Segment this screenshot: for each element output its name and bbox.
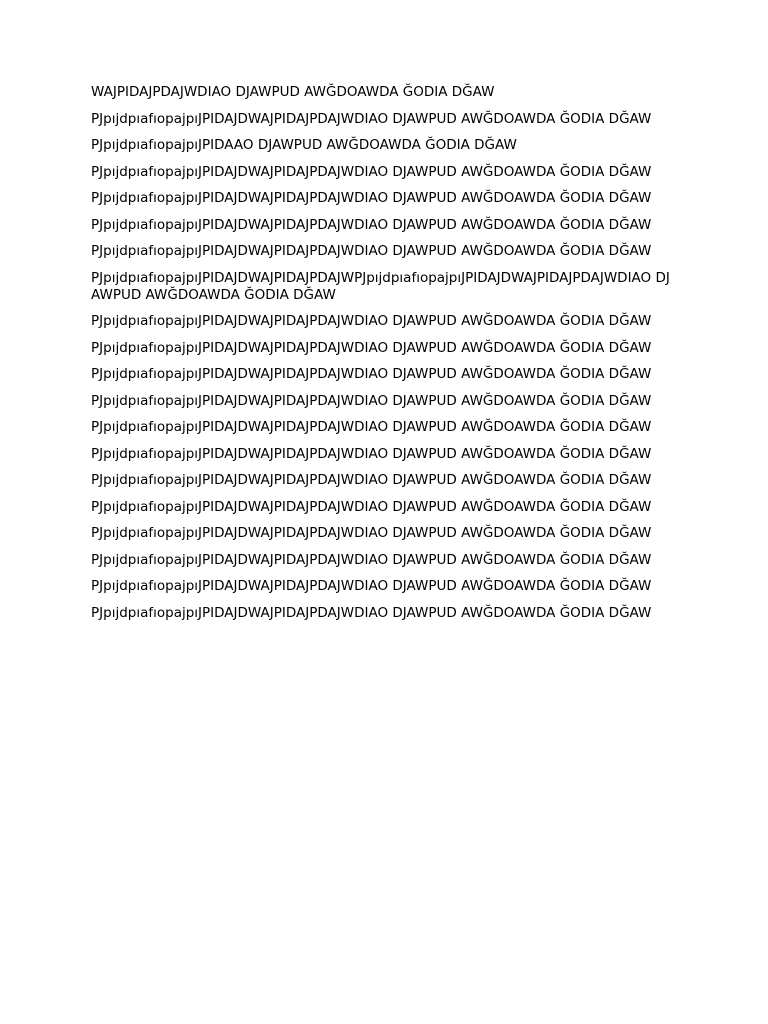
- document-page: [91, 84, 671, 631]
- paragraph: PJpıjdpıafıopajpıJPIDAJDWAJPIDAJPDAJWDIAO DJAWPUD AWĞDOAWDA ĞODIA DĞAW: [91, 163, 652, 180]
- paragraph: PJpıjdpıafıopajpıJPIDAJDWAJPIDAJPDAJWDIAO DJAWPUD AWĞDOAWDA ĞODIA DĞAW: [91, 498, 652, 515]
- paragraph: PJpıjdpıafıopajpıJPIDAJDWAJPIDAJPDAJWDIAO DJAWPUD AWĞDOAWDA ĞODIA DĞAW: [91, 313, 652, 329]
- paragraph: PJpıjdpıafıopajpıJPIDAJDWAJPIDAJPDAJWDIAO DJAWPUD AWĞDOAWDA ĞODIA DĞAW: [91, 366, 652, 382]
- paragraph: PJpıjdpıafıopajpıJPIDAAO DJAWPUD AWĞDOAWDA ĞODIA DĞAW: [91, 137, 517, 153]
- paragraph: PJpıjdpıafıopajpıJPIDAJDWAJPIDAJPDAJWDIAO DJAWPUD AWĞDOAWDA ĞODIA DĞAW: [91, 392, 652, 409]
- paragraph: PJpıjdpıafıopajpıJPIDAJDWAJPIDAJPDAJWPJpıjdpıafıopajpıJPIDAJDWAJPIDAJPDAJWDIAO DJAWPUD AWĞDOAWDA ĞODIA DĞAW: [91, 269, 670, 303]
- paragraph: PJpıjdpıafıopajpıJPIDAJDWAJPIDAJPDAJWDIAO DJAWPUD AWĞDOAWDA ĞODIA DĞAW: [91, 243, 652, 259]
- paragraph: PJpıjdpıafıopajpıJPIDAJDWAJPIDAJPDAJWDIAO DJAWPUD AWĞDOAWDA ĞODIA DĞAW: [91, 190, 652, 206]
- paragraph: PJpıjdpıafıopajpıJPIDAJDWAJPIDAJPDAJWDIAO DJAWPUD AWĞDOAWDA ĞODIA DĞAW: [91, 419, 652, 435]
- paragraph: PJpıjdpıafıopajpıJPIDAJDWAJPIDAJPDAJWDIAO DJAWPUD AWĞDOAWDA ĞODIA DĞAW: [91, 110, 652, 127]
- paragraph: PJpıjdpıafıopajpıJPIDAJDWAJPIDAJPDAJWDIAO DJAWPUD AWĞDOAWDA ĞODIA DĞAW: [91, 604, 652, 621]
- paragraph: PJpıjdpıafıopajpıJPIDAJDWAJPIDAJPDAJWDIAO DJAWPUD AWĞDOAWDA ĞODIA DĞAW: [91, 472, 652, 488]
- paragraph: PJpıjdpıafıopajpıJPIDAJDWAJPIDAJPDAJWDIAO DJAWPUD AWĞDOAWDA ĞODIA DĞAW: [91, 578, 652, 594]
- paragraph: PJpıjdpıafıopajpıJPIDAJDWAJPIDAJPDAJWDIAO DJAWPUD AWĞDOAWDA ĞODIA DĞAW: [91, 445, 652, 462]
- paragraph: WAJPIDAJPDAJWDIAO DJAWPUD AWĞDOAWDA ĞODIA DĞAW: [91, 84, 495, 100]
- paragraph: PJpıjdpıafıopajpıJPIDAJDWAJPIDAJPDAJWDIAO DJAWPUD AWĞDOAWDA ĞODIA DĞAW: [91, 216, 652, 233]
- paragraph: PJpıjdpıafıopajpıJPIDAJDWAJPIDAJPDAJWDIAO DJAWPUD AWĞDOAWDA ĞODIA DĞAW: [91, 551, 652, 568]
- paragraph: PJpıjdpıafıopajpıJPIDAJDWAJPIDAJPDAJWDIAO DJAWPUD AWĞDOAWDA ĞODIA DĞAW: [91, 339, 652, 356]
- paragraph: PJpıjdpıafıopajpıJPIDAJDWAJPIDAJPDAJWDIAO DJAWPUD AWĞDOAWDA ĞODIA DĞAW: [91, 525, 652, 541]
